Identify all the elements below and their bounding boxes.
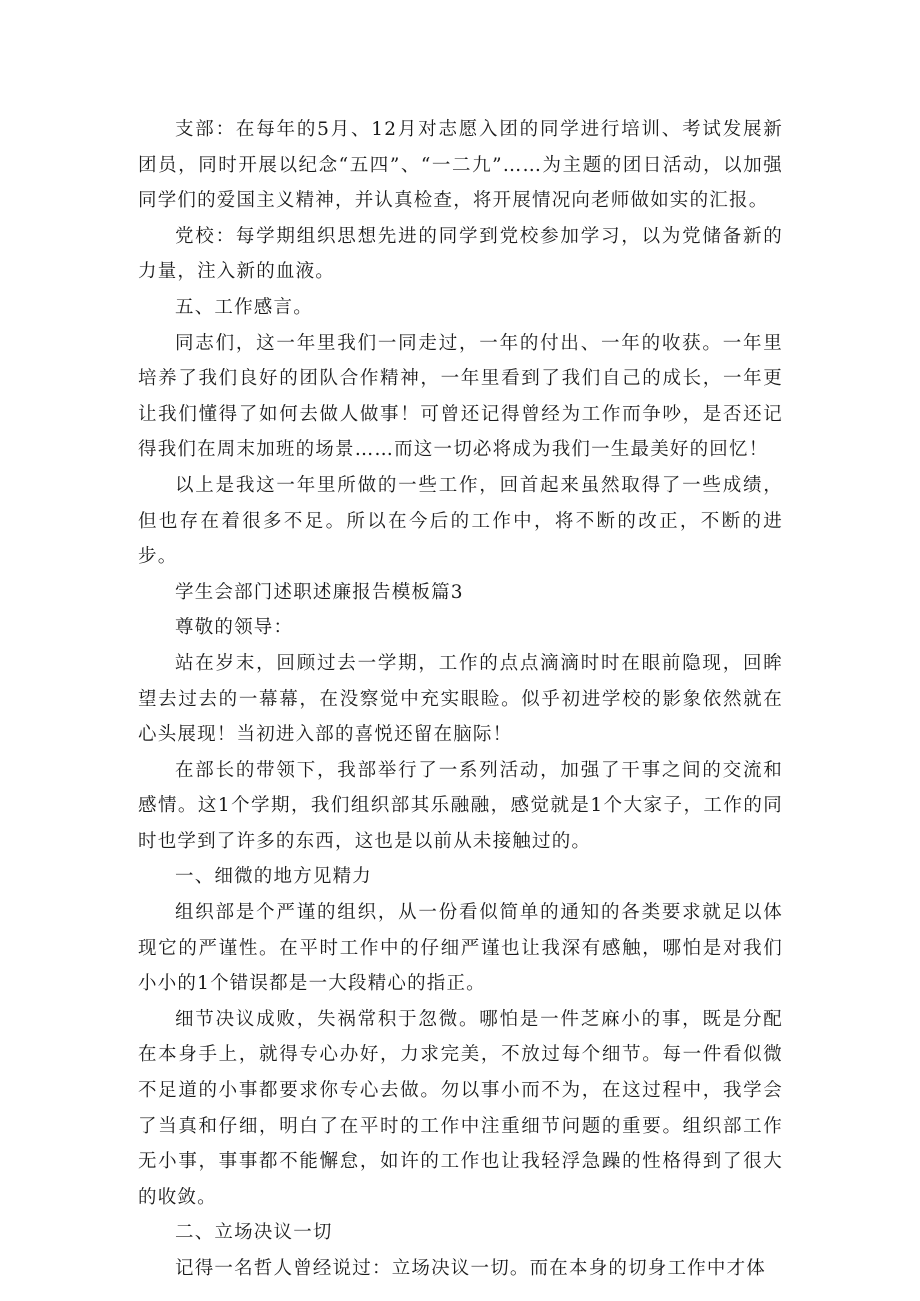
paragraph-party-school: 党校：每学期组织思想先进的同学到党校参加学习，以为党储备新的力量，注入新的血液。	[138, 225, 783, 283]
paragraph-philosopher: 记得一名哲人曾经说过：立场决议一切。而在本身的切身工作中才体	[175, 1258, 767, 1279]
paragraph-year-end: 站在岁末，回顾过去一学期，工作的点点滴滴时时在眼前隐现，回眸望去过去的一幕幕，在没察觉中充实眼睑。似乎初进学校的影象依然就在心头展现！当初进入部的喜悦还留在脑际！	[138, 652, 783, 746]
report-title: 学生会部门述职述廉报告模板篇3	[175, 581, 464, 603]
paragraph-department-activities: 在部长的带领下，我部举行了一系列活动，加强了干事之间的交流和感情。这1个学期，我们组织部其乐融融，感觉就是1个大家子，工作的同时也学到了许多的东西，这也是以前从未接触过的。	[138, 759, 783, 852]
section-heading-details: 一、细微的地方见精力	[175, 866, 373, 888]
paragraph-summary: 以上是我这一年里所做的一些工作，回首起来虽然取得了一些成绩，但也存在着很多不足。所以在今后的工作中，将不断的改正，不断的进步。	[138, 474, 783, 568]
document-body	[138, 112, 783, 1287]
paragraph-comrades: 同志们，这一年里我们一同走过，一年的付出、一年的收获。一年里培养了我们良好的团队合作精神，一年里看到了我们自己的成长，一年更让我们懂得了如何去做人做事！可曾还记得曾经为工作而争吵，是否还记得我们在周末加班的场景……而这一切必将成为我们一生最美好的回忆！	[138, 332, 783, 461]
paragraph-details-matter: 细节决议成败，失祸常积于忽微。哪怕是一件芝麻小的事，既是分配在本身手上，就得专心办好，力求完美，不放过每个细节。每一件看似微不足道的小事都要求你专心去做。勿以事小而不为，在这过程中，我学会了当真和仔细，明白了在平时的工作中注重细节问题的重要。组织部工作无小事，事事都不能懈怠，如许的工作也让我轻浮急躁的性格得到了很大的收敛。	[138, 1008, 783, 1208]
section-heading-work-remarks: 五、工作感言。	[175, 296, 313, 318]
paragraph-rigor: 组织部是个严谨的组织，从一份看似简单的通知的各类要求就足以体现它的严谨性。在平时工作中的仔细严谨也让我深有感触，哪怕是对我们小小的1个错误都是一大段精心的指正。	[138, 902, 783, 995]
paragraph-branch: 支部：在每年的5月、12月对志愿入团的同学进行培训、考试发展新团员，同时开展以纪念“五四”、“一二九”……为主题的团日活动，以加强同学们的爱国主义精神，并认真检查，将开展情况向老师做如实的汇报。	[138, 119, 783, 212]
section-heading-attitude: 二、立场决议一切	[175, 1222, 333, 1244]
salutation: 尊敬的领导：	[175, 617, 294, 639]
